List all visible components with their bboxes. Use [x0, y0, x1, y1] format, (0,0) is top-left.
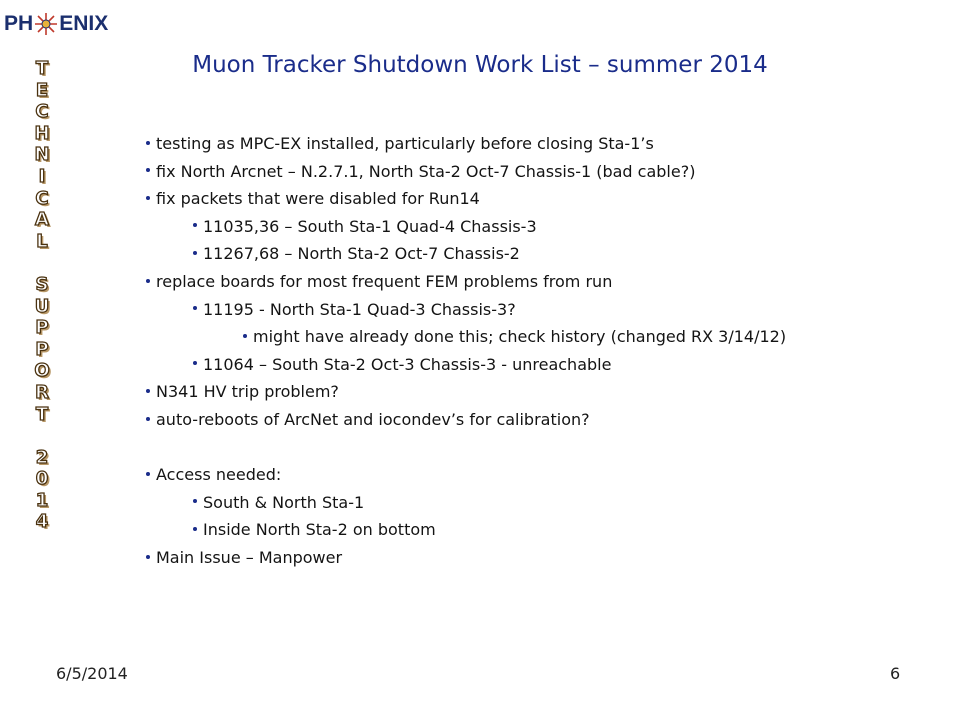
bullet-item [146, 160, 695, 188]
bullet-text: 11064 – South Sta-2 Oct-3 Chassis-3 - unreachable [203, 354, 612, 374]
bullet-item [193, 215, 537, 243]
side-letter: U [34, 295, 50, 317]
bullet-dot-icon [146, 168, 150, 172]
side-letter: E [35, 79, 49, 101]
page-number: 6 [890, 664, 901, 683]
bullet-text: Main Issue – Manpower [156, 548, 343, 567]
bullet-dot-icon [146, 141, 150, 145]
bullet-item [146, 408, 590, 436]
bullet-dot-icon [146, 196, 150, 200]
side-letter: 2 [35, 446, 49, 468]
side-letter: T [35, 58, 49, 79]
bullet-item [193, 353, 611, 381]
bullet-item [146, 187, 480, 215]
side-letter: H [34, 122, 50, 144]
bullet-item [146, 463, 281, 491]
bullet-dot-icon [146, 417, 150, 421]
bullet-dot-icon [193, 527, 197, 531]
side-letter: R [35, 381, 49, 403]
logo-prefix: PH [4, 12, 34, 35]
bullet-text: might have already done this; check history (changed RX 3/14/12) [253, 327, 787, 347]
side-letter: C [35, 187, 49, 209]
bullet-dot-icon [193, 361, 197, 365]
bullet-item [193, 242, 520, 270]
phenix-logo [4, 12, 108, 36]
bullet-text: replace boards for most frequent FEM problems from run [156, 272, 613, 291]
side-letter: T [35, 403, 49, 425]
logo-suffix: ENIX [59, 12, 109, 35]
technical-support-2014-vertical-text [22, 58, 62, 533]
bullet-item [193, 491, 364, 519]
bullet-item [243, 325, 786, 353]
bullet-dot-icon [193, 499, 197, 503]
bullet-text: testing as MPC-EX installed, particularly before closing Sta-1’s [156, 134, 654, 153]
bullet-item [193, 298, 516, 326]
side-letter: 1 [35, 489, 49, 511]
side-letter: N [34, 144, 50, 166]
bullet-item [193, 518, 436, 546]
bullet-text: Inside North Sta-2 on bottom [203, 520, 436, 540]
side-letter: C [35, 101, 49, 123]
bullet-dot-icon [146, 389, 150, 393]
bullet-item [146, 546, 342, 574]
bullet-dot-icon [193, 223, 197, 227]
side-letter: L [36, 230, 48, 252]
footer-date: 6/5/2014 [56, 664, 128, 683]
side-letter: S [35, 273, 49, 295]
phenix-star-icon [34, 12, 58, 36]
bullet-dot-icon [193, 306, 197, 310]
bullet-dot-icon [146, 279, 150, 283]
bullet-text: South & North Sta-1 [203, 492, 365, 512]
bullet-text: fix North Arcnet – N.2.7.1, North Sta-2 Oct-7 Chassis-1 (bad cable?) [156, 161, 696, 181]
bullet-dot-icon [193, 251, 197, 255]
bullet-text: 11267,68 – North Sta-2 Oct-7 Chassis-2 [203, 244, 520, 264]
slide-title: Muon Tracker Shutdown Work List – summer 2014 [192, 52, 768, 78]
bullet-item [146, 270, 612, 298]
side-letter: P [35, 317, 49, 339]
bullet-text: 11035,36 – South Sta-1 Quad-4 Chassis-3 [203, 216, 537, 236]
bullet-item [146, 132, 654, 160]
bullet-text: N341 HV trip problem? [156, 382, 339, 402]
bullet-dot-icon [243, 334, 247, 338]
bullet-text: 11195 - North Sta-1 Quad-3 Chassis-3? [203, 299, 516, 319]
bullet-dot-icon [146, 555, 150, 559]
bullet-item [146, 380, 339, 408]
side-letter: I [38, 165, 46, 187]
bullet-text: auto-reboots of ArcNet and iocondev’s for calibration? [156, 410, 590, 429]
side-letter: P [35, 338, 49, 360]
side-letter: A [35, 209, 49, 231]
bullet-text: Access needed: [156, 465, 282, 485]
bullet-dot-icon [146, 472, 150, 476]
side-letter: O [34, 360, 50, 382]
bullet-text: fix packets that were disabled for Run14 [156, 189, 480, 209]
side-letter: 4 [35, 511, 49, 533]
side-letter: 0 [35, 468, 49, 490]
